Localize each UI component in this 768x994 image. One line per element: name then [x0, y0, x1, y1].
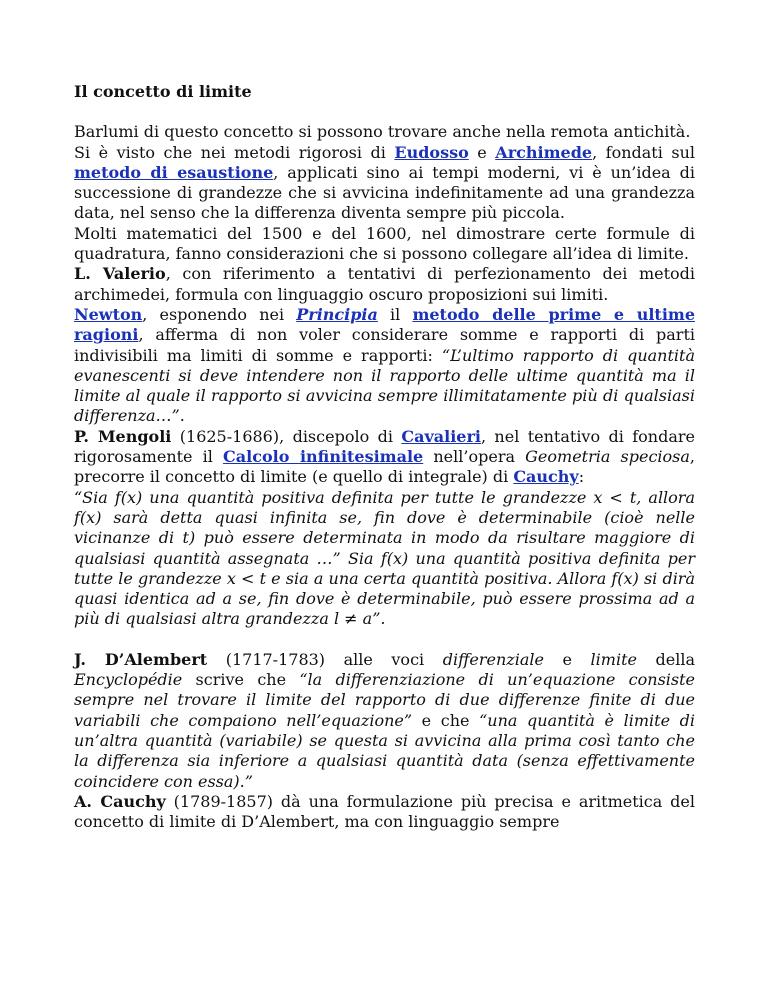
newton-quote: “L’ultimo rapporto di quantità evanescenti si deve intendere non il rapporto delle ultime quantità ma il limite al quale il rapporto si avvicina sempre illimitatamente più di qualsiasi differenza…” [74, 345, 695, 426]
page-title: Il concetto di limite [74, 82, 252, 101]
link-principia[interactable]: Principia [296, 304, 378, 324]
link-newton[interactable]: Newton [74, 304, 143, 324]
author-dalembert: J. D’Alembert [74, 649, 208, 669]
link-archimede[interactable]: Archimede [495, 142, 593, 162]
paragraph-spacer [74, 630, 695, 650]
work-geometria-speciosa: Geometria speciosa [525, 447, 690, 467]
work-encyclopedie: Encyclopédie [74, 670, 183, 690]
paragraph-quadrature: Molti matematici del 1500 e del 1600, nel dimostrare certe formule di quadratura, fanno considerazioni che si possono collegare all’idea di limite. [74, 223, 695, 264]
mengoli-quote: “Sia f(x) una quantità positiva definita per tutte le grandezze x < t, allora f(x) sarà detta quasi infinita se, fin dove è determinabile (cioè nelle vicinanze di t) può essere determinata in modo da risultare maggiore di qualsiasi quantità assegnata …” Sia f(x) una quantità positiva definita per tutte le grandezze x < t e sia a una certa quantità positiva. Allora f(x) si dirà quasi identica ad a se, fin dove è determinabile, può essere prossima ad a più di qualsiasi altra grandezza l ≠ a”. [74, 487, 695, 629]
link-cavalieri[interactable]: Cavalieri [401, 426, 481, 446]
paragraph-antiquity: Barlumi di questo concetto si possono trovare anche nella remota antichità. [74, 122, 691, 142]
link-calcolo-infinitesimale[interactable]: Calcolo infinitesimale [223, 447, 424, 467]
paragraph-cauchy: A. Cauchy (1789-1857) dà una formulazione più precisa e aritmetica del concetto di limite di D’Alembert, ma con linguaggio sempre [74, 791, 695, 832]
dalembert-quote-2: “una quantità è limite di un’altra quantità (variabile) se questa si avvicina alla prima così tanto che la differenza sia inferiore a qualsiasi quantità data (senza effettivamente coincidere con essa).” [74, 710, 696, 791]
paragraph-newton: Newton, esponendo nei Principia il metodo delle prime e ultime ragioni, afferma di non voler considerare somme e rapporti di parti indivisibili ma limiti di somme e rapporti: “L’ultimo rapporto di quantità evanescenti si deve intendere non il rapporto delle ultime quantità ma il limite al quale il rapporto si avvicina sempre illimitatamente più di qualsiasi differenza…”. [74, 304, 696, 426]
paragraph-dalembert: J. D’Alembert (1717-1783) alle voci differenziale e limite della Encyclopédie scrive che “la differenziazione di un’equazione consiste sempre nel trovare il limite del rapporto di due differenze finite di due variabili che compaiono nell’equazione” e che “una quantità è limite di un’altra quantità (variabile) se questa si avvicina alla prima così tanto che la differenza sia inferiore a qualsiasi quantità data (senza effettivamente coincidere con essa).” [74, 649, 696, 791]
author-cauchy: A. Cauchy [74, 791, 166, 811]
link-metodo-esaustione[interactable]: metodo di esaustione [74, 162, 274, 182]
dalembert-quote-1: “la differenziazione di un’equazione consiste sempre nel trovare il limite del rapporto di due differenze finite di due variabili che compaiono nell’equazione” [74, 670, 696, 730]
paragraph-exhaustion: Si è visto che nei metodi rigorosi di Eudosso e Archimede, fondati sul metodo di esaustione, applicati sino ai tempi moderni, vi è un’idea di successione di grandezze che si avvicina indefinitamente ad una grandezza data, nel senso che la differenza diventa sempre più piccola. [74, 142, 696, 223]
author-mengoli: P. Mengoli [74, 426, 172, 446]
link-cauchy[interactable]: Cauchy [513, 467, 579, 487]
author-valerio: L. Valerio [74, 264, 166, 284]
link-metodo-prime-ultime-ragioni[interactable]: metodo delle prime e ultime ragioni [74, 304, 696, 345]
document-page [74, 82, 695, 832]
paragraph-mengoli: P. Mengoli (1625-1686), discepolo di Cavalieri, nel tentativo di fondare rigorosamente il Calcolo infinitesimale nell’opera Geometria speciosa, precorre il concetto di limite (e quello di integrale) di Cauchy: [74, 426, 696, 487]
paragraph-valerio: L. Valerio, con riferimento a tentativi di perfezionamento dei metodi archimedei, formula con linguaggio oscuro proposizioni sui limiti. [74, 264, 696, 304]
link-eudosso[interactable]: Eudosso [394, 142, 469, 162]
